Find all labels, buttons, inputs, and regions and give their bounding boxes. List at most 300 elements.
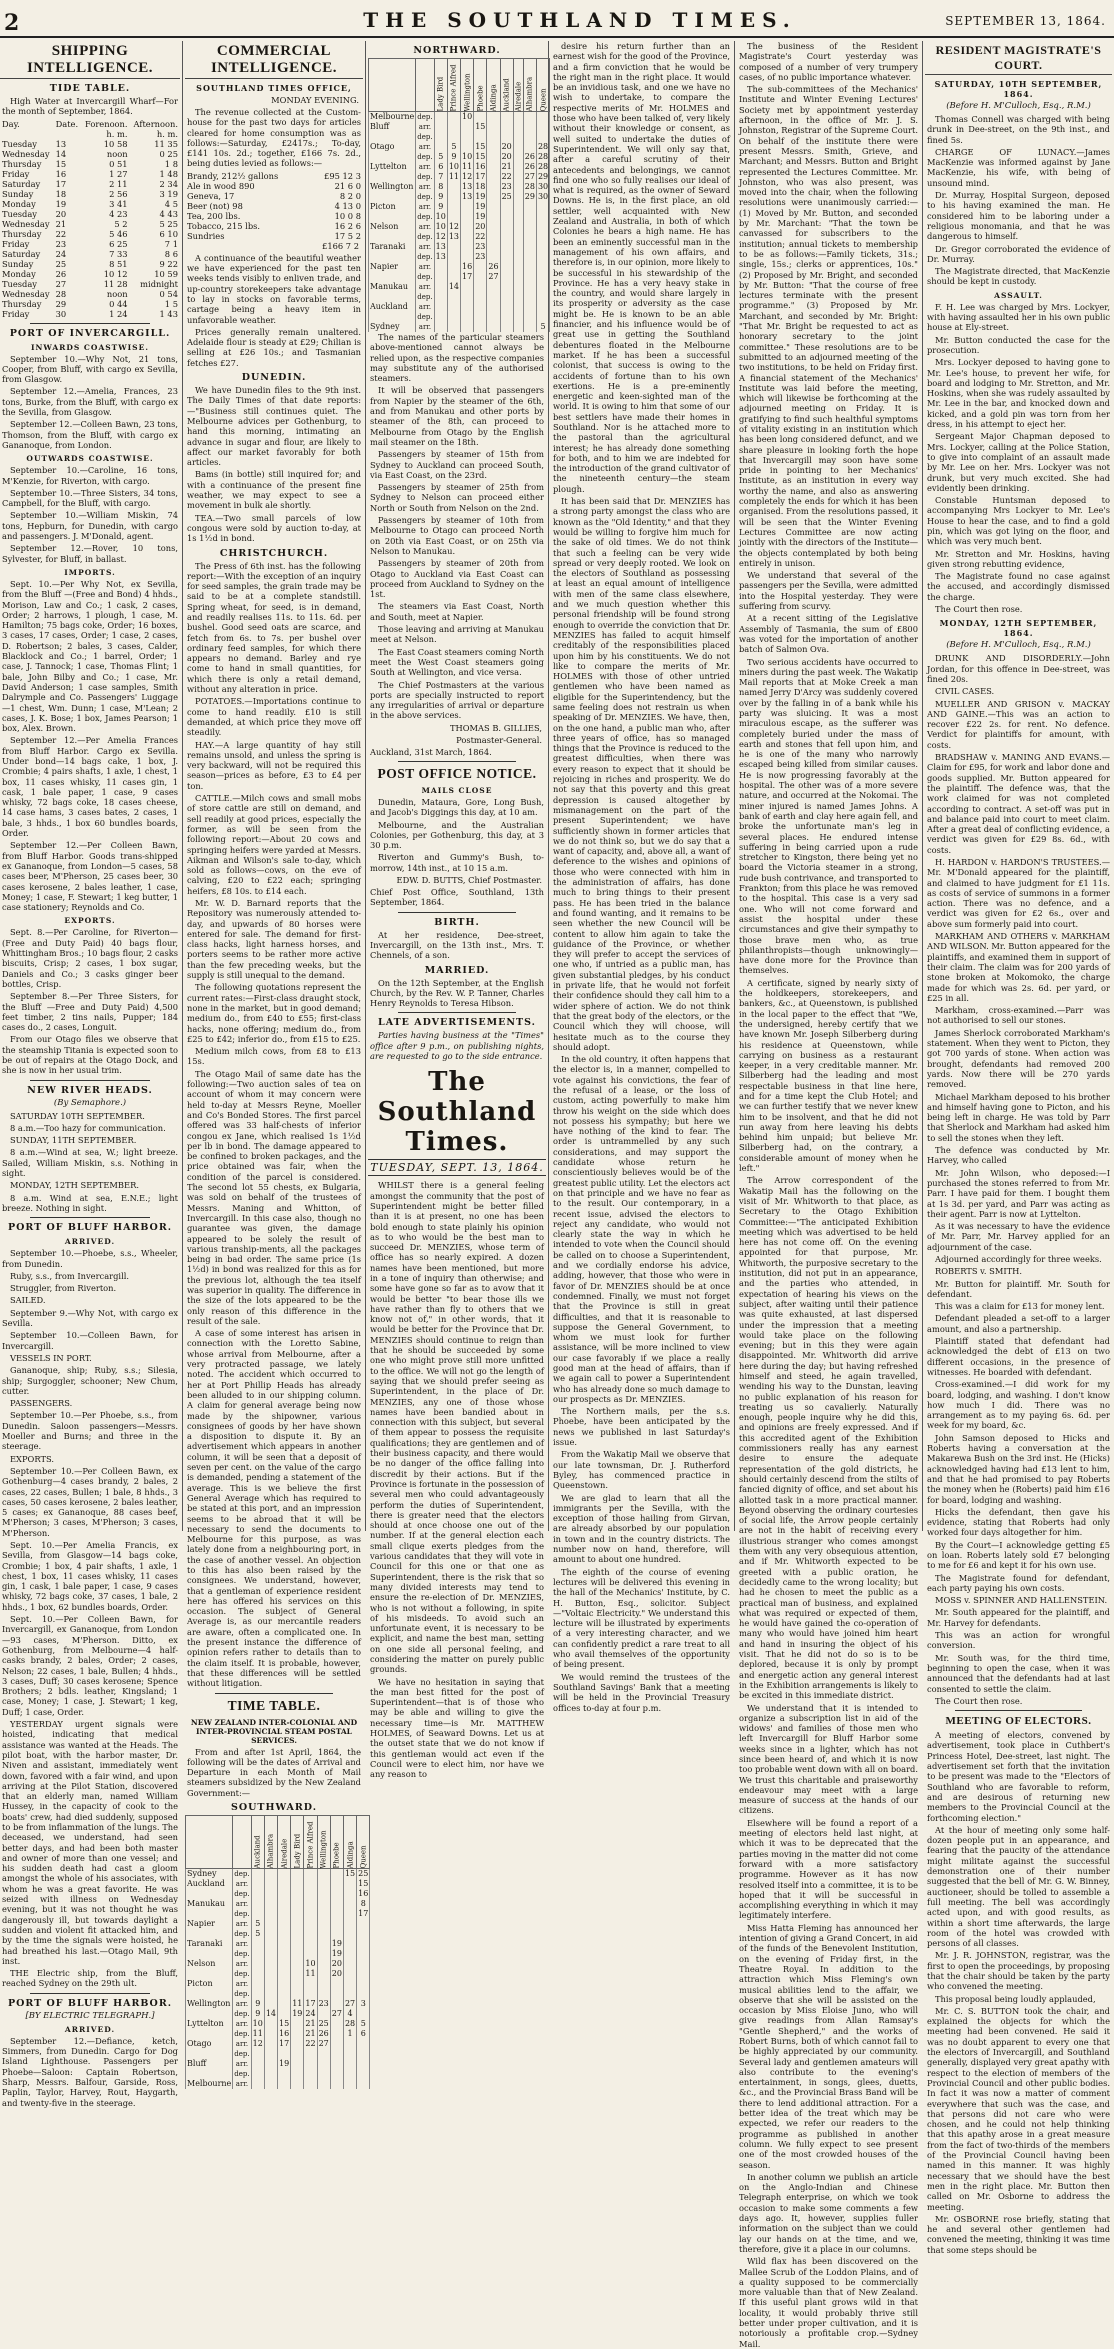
date-cell: [278, 1899, 291, 1909]
article-paragraph: The defence was conducted by Mr. Harvey, who called: [927, 1145, 1110, 1166]
date-cell: 19: [475, 192, 486, 201]
date-cell: [536, 312, 549, 322]
date-cell: [357, 2049, 370, 2059]
date-cell: 9: [447, 152, 460, 162]
tide-cell: 1 43: [159, 308, 178, 319]
date-cell: [317, 2049, 330, 2059]
duty-row: [185, 211, 363, 221]
date-cell: 13: [435, 242, 446, 251]
date-cell: [461, 312, 474, 322]
article-paragraph: September 8.—Per Three Sisters, for the Bluff —Free and Duty Paid) 4,500 feet timber, 2 tins nails, Pupper; 184 cases do., 2 cases, Longuit.: [2, 991, 178, 1033]
tide-row: [0, 309, 180, 319]
article-paragraph: September 12.—Colleen Bawn, 23 tons, Thomson, from the Bluff, with cargo ex Gananoque, from London.: [2, 419, 178, 450]
article-paragraph: Dunedin, Mataura, Gore, Long Bush, and Jacob's Diggings this day, at 10 am.: [370, 796, 544, 818]
date-cell: [474, 302, 487, 312]
article-paragraph: We are glad to learn that all the immigrants per the Sevilla, with the exception of those hailing from Girvan, are already absorbed by our population in town and in the country districts. The number now on hand, therefore, will amount to about one hundred.: [553, 1492, 730, 1565]
date-cell: [330, 1889, 343, 1899]
article-paragraph: 8 a.m. Wind at sea, E.N.E.; light breeze. Nothing in sight.: [2, 1192, 178, 1213]
article-paragraph: The steamers via East Coast, North and South, meet at Napier.: [370, 601, 544, 622]
timetable-row: [186, 1979, 370, 1989]
date-cell: [304, 1889, 317, 1899]
date-cell: 21: [305, 2029, 316, 2039]
date-cell: 19: [292, 2009, 303, 2019]
court-before: (Before H. M'Culloch, Esq., R.M.): [946, 101, 1091, 111]
timetable-row: [186, 1949, 370, 1959]
date-cell: [343, 1959, 356, 1969]
column-rule: [922, 41, 923, 1531]
article-paragraph: Struggler, from Riverton.: [10, 1283, 117, 1294]
article-paragraph: The revenue collected at the Custom-house for the past two days for articles cleared for home consumption was as follows:—Saturday, £2417s.; To-day, £141 10s. 2d.; together, £166 7s. 2d., being duties levied as follows:—: [187, 107, 361, 169]
date-cell: 10: [435, 212, 446, 221]
article-paragraph: Mr. Button for plaintiff. Mr. South for defendant.: [927, 1278, 1110, 1299]
port-name: Melbourne: [187, 2079, 232, 2089]
article-paragraph: This was an action for wrongful conversion.: [927, 1630, 1110, 1651]
timetable-row: [369, 262, 550, 272]
article-paragraph: Sept. 8.—Per Caroline, for Riverton—(Free and Duty Paid) 40 bags flour, Whittingham Bros.; 10 bags flour, 2 casks biscuits, Crisp; 2 cases, 1 box sugar, Daniels and Co.; 3 casks ginger beer bottles, Crisp.: [2, 927, 178, 989]
married-notice: On the 12th September, at the English Church, by the Rev. W. P. Tanner, Charles Henry Reynolds to Teresa Hibson.: [370, 977, 544, 1009]
date-cell: [291, 1969, 304, 1979]
date-cell: 10: [435, 222, 446, 231]
port-name: [369, 152, 416, 162]
date-cell: [523, 242, 536, 252]
date-cell: 4: [343, 2009, 356, 2019]
steamer-name: Phoebe: [476, 85, 485, 112]
date-cell: [536, 202, 549, 212]
date-cell: [500, 222, 513, 232]
arr-dep: dep.: [234, 1950, 250, 1959]
date-cell: [461, 122, 474, 132]
arr-dep: dep.: [417, 113, 433, 121]
port-title: PORT OF INVERCARGILL.: [9, 327, 171, 339]
date-cell: 11: [462, 162, 473, 171]
date-cell: 17: [358, 1909, 369, 1919]
christchurch-list: [185, 561, 363, 1067]
date-cell: [357, 1939, 370, 1949]
article-paragraph: ROBERTS v. SMITH.: [935, 1266, 1022, 1277]
article-paragraph: In the old country, it often happens that the elector is, in a manner, compelled to vote against his convictions, the fear of the refusal of a lease, or the loss of custom, acting powerfully to make him throw his weight on the side which does not possess his sympathy; but here we have nothing of the kind to fear. The order is untrammelled by any such considerations, and may support the candidate whose return he conscientiously believes would be of the greatest public utility. Let the electors act on that principle and we have no fear as to the result. Our contemporary, in a recent issue, advised the electors to reject any candidate, who would not clearly state the way in which he intended to vote when the Council should be called on to choose a Superintendent, and we cordially endorse his advice, adding, however, that those who were in favor of Dr. MENZIES should be at once condemned. Finally, we must not forget that the Province is still in great difficulties, and that it is reasonable to suppose the General Government, to whom we must look for further assistance, will be more inclined to view our case favorably if we place a really good man at the head of affairs, than if we again call to power a Superintendent who has already done so much damage to our prospects as Dr. MENZIES.: [553, 1054, 730, 1404]
date-cell: [500, 272, 513, 282]
date-cell: [251, 1899, 264, 1909]
port-name: Taranaki: [369, 242, 416, 252]
article-paragraph: September 10.—Per Phoebe, s.s., from Dunedin. Saloon passengers—Messrs. Moeller and Burns; and three in the steerage.: [2, 1410, 178, 1452]
date-cell: 11: [292, 1999, 303, 2009]
article-paragraph: Defendant pleaded a set-off to a larger amount, and also a partnership.: [927, 1313, 1110, 1334]
tide-row: [0, 279, 180, 289]
date-cell: 16: [279, 2029, 290, 2039]
steamer-name: Airedale: [514, 81, 523, 112]
date-cell: 27: [488, 272, 499, 281]
tide-cell: 28: [55, 288, 67, 299]
article-paragraph: Sergeant Major Chapman deposed to Mrs. Lockyer, calling at the Police Station, to give into complaint of an assault made by Mr. Lee on her. Mrs. Lockyer was not drunk, but very much excited. She had evidently been drinking.: [927, 431, 1110, 493]
date-cell: [343, 2069, 356, 2079]
port-name: Nelson: [186, 1959, 233, 1969]
arr-dep: arr.: [233, 2039, 251, 2049]
date-cell: [523, 282, 536, 292]
port-name: [369, 132, 416, 142]
tide-cell: 0 54: [159, 288, 178, 299]
article-paragraph: HAY.—A large quantity of hay still remains unsold, and unless the spring is very backward, will not be required this season—prices as before, £3 to £4 per ton.: [187, 739, 361, 791]
date-cell: [434, 272, 447, 282]
timetable-row: [369, 292, 550, 302]
date-cell: 11: [448, 172, 460, 181]
duty-cell: 17 5 2: [334, 230, 361, 241]
date-cell: 20: [475, 222, 486, 231]
date-cell: [447, 192, 460, 202]
date-cell: [447, 112, 460, 123]
article-paragraph: The East Coast steamers coming North meet the West Coast steamers going South at Wellington, and vice versa.: [370, 646, 544, 678]
date-cell: [304, 1929, 317, 1939]
column-commercial: [185, 41, 369, 2089]
date-cell: 25: [318, 2019, 329, 2029]
column-court: [925, 41, 1112, 2255]
date-cell: 21: [501, 162, 512, 171]
article-paragraph: WHILST there is a general feeling amongst the community that the post of Superintendent might be better filled than it is at present, no one has been bold enough to state plainly his opinion as to who would be the best man to succeed Dr. MENZIES, whose term of office has so nearly expired. A dozen names have been mentioned, but more in a tone of inquiry than otherwise; and some have gone so far as to avow that it would be better "to bear those ills we have rather than fly to others that we know not of," in other words, that it would be better for the Province that Dr. MENZIES should continue to reign than that he should be succeeded by some one who might prove still more unfitted to the office. We will not go the length of saying that we should prefer seeing as Superintendent, in the place of Dr. MENZIES, any one of those whose names have been bandied about in connection with this subject, but several of them appear to possess the requisite qualifications; they are gentlemen and of their business capacity, and there would be no danger of the office falling into discredit by their actions. But if the Province is fortunate in the possession of several men who could advantageously perform the duties of Superintendent, there is greater need that the electors should at once choose one out of the number. If at the general election each small clique exerts pledges from the various candidates that they will vote in Council for this one or that one as Superintendent, there is the risk that so many divided interests may tend to ensure the re-election of Dr. MENZIES, who is not without a following, in spite of his misdeeds. To avoid such an unfortunate event, it is necessary to be explicit, and name the best man, setting on one side all personal feeling, and considering the matter on purely public grounds.: [370, 1180, 544, 1675]
article-paragraph: The names of the particular steamers above-mentioned cannot always be relied upon, as the respective companies may substitute any of the authorised steamers.: [370, 332, 544, 384]
date-cell: [330, 2069, 343, 2079]
court-before: (Before H. M'Culloch, Esq., R.M.): [946, 640, 1091, 651]
date-cell: [513, 312, 523, 322]
date-cell: [278, 1939, 291, 1949]
date-cell: [304, 1879, 317, 1889]
date-cell: [264, 1949, 277, 1959]
date-cell: [330, 2029, 343, 2039]
date-cell: [461, 252, 474, 262]
timetable-row: [186, 2079, 370, 2089]
port-name: [369, 312, 416, 322]
tide-cell: 24: [55, 248, 67, 259]
dunedin-list: [185, 385, 363, 543]
date-cell: [536, 302, 549, 312]
date-cell: 30: [537, 182, 549, 191]
date-cell: [461, 242, 474, 252]
date-cell: [513, 172, 523, 182]
article-paragraph: September 10.—Three Sisters, 34 tons, Campbell, for the Bluff, with cargo.: [2, 487, 178, 509]
sub-heading: MAILS CLOSE: [421, 785, 493, 795]
tide-cell: Wednesday: [2, 218, 50, 229]
date-cell: [343, 1979, 356, 1989]
date-cell: [264, 1999, 277, 2009]
date-cell: [474, 262, 487, 272]
tide-row: [0, 199, 180, 209]
date-cell: [447, 272, 460, 282]
date-cell: 12: [252, 2039, 263, 2049]
date-cell: [500, 112, 513, 123]
article-paragraph: Mr. South was, for the third time, beginning to open the case, when it was announced that the defendants had at last consented to settle the claim.: [927, 1652, 1110, 1694]
article-paragraph: Markham, cross-examined.—Parr was not authorised to sell our stones.: [927, 1005, 1110, 1026]
date-cell: [264, 1959, 277, 1969]
tide-cell: 1 5: [164, 298, 178, 309]
date-cell: [447, 212, 460, 222]
article-paragraph: Constable Huntsman deposed to accompanying Mrs Lockyer to Mr. Lee's House to hear the case, and to find a gold pin, which was got lying on the floor, and which was very much bent.: [927, 495, 1110, 547]
arr-dep: arr.: [416, 162, 434, 172]
port-name: Auckland: [186, 1879, 233, 1889]
tide-row: [0, 209, 180, 219]
assault-list: [925, 302, 1112, 615]
date-cell: 16: [462, 262, 473, 271]
date-cell: [317, 1919, 330, 1929]
article-paragraph: Mr. John Wilson, who deposed:—I purchased the stones referred to from Mr. Parr. I have paid for them. I bought them at 1s 3d. per yard, and Parr was acting as their agent. Parr is now at Lyttelton.: [927, 1167, 1110, 1219]
date-cell: 5: [357, 2019, 370, 2029]
port-name: [369, 192, 416, 202]
date-cell: [264, 1909, 277, 1919]
article-paragraph: James Sherlock corroborated Markham's statement. When they went to Picton, they got 700 yards of stone. When action was brought, defendants had removed 200 yards. Now there will be 270 yards removed.: [927, 1027, 1110, 1090]
date-cell: 27: [524, 172, 535, 181]
article-paragraph: September 10.—Colleen Bawn, for Invercargill.: [2, 1330, 178, 1351]
timetable-row: [369, 192, 550, 202]
date-cell: [487, 142, 500, 152]
port-name: Nelson: [369, 222, 416, 232]
tide-cell: Thursday: [2, 158, 42, 169]
date-cell: [536, 112, 549, 123]
arr-dep: dep.: [417, 133, 433, 141]
date-cell: [357, 2069, 370, 2079]
date-cell: [304, 2079, 317, 2089]
timetable-row: [369, 152, 550, 162]
date-cell: [434, 282, 447, 292]
northward-table: [368, 58, 550, 332]
date-cell: [447, 262, 460, 272]
date-cell: [461, 232, 474, 242]
date-cell: 20: [501, 142, 512, 151]
date-cell: [487, 322, 500, 332]
date-cell: 15: [475, 122, 486, 131]
article-paragraph: Mr. C. S. BUTTON took the chair, and explained the objects for which the meeting had been convened. He said it was no doubt apparent to every one that the electors of Invercargill, and Southland generally, displayed very great apathy with respect to the election of members of the Provincial Council and other public bodies. In fact it was now a matter of comment everywhere that such was the case, and that persons did not care who were chosen, and he could not help thinking that this apathy arose in a great measure from the fact of two-thirds of the members of the Provincial Council having been named in this manner. It was highly necessary that we should have the best men in the right place. Mr. Button then called on Mr. Osborne to address the meeting.: [927, 2005, 1110, 2212]
date-cell: [447, 322, 460, 332]
date-cell: 22: [501, 172, 512, 181]
date-cell: [304, 1979, 317, 1989]
date-cell: 20: [501, 152, 512, 161]
article-paragraph: The Court then rose.: [935, 604, 1023, 615]
timetable-row: [186, 1899, 370, 1909]
duty-cell: Brandy, 212½ gallons: [187, 170, 279, 181]
duty-row: [185, 221, 363, 231]
editorial-body: [368, 1180, 546, 1779]
date-cell: [536, 132, 549, 142]
article-paragraph: Sept. 10.—Per Colleen Bawn, for Invercargill, ex Gananoque, from London—93 cases, M'Pherson. Ditto, ex Gothenburg, from Melbourne—4 half-casks brandy, 2 bales, Order; 2 cases, Nelson; 22 cases, 1 bale, Bullen; 4 hhds., 3 cases, Duff; 30 cases kerosene; Spence Brothers; 2 bdls. leather, Kingsland; 1 case, Money; 1 case, J. Stewart; 1 keg, Duff; 1 case, Order.: [2, 1614, 178, 1717]
date-cell: [500, 312, 513, 322]
article-paragraph: Those leaving and arriving at Manukau meet at Nelson.: [370, 624, 544, 645]
date-cell: [317, 1869, 330, 1880]
date-cell: [500, 262, 513, 272]
tide-title: TIDE TABLE.: [49, 83, 131, 94]
date-cell: 19: [475, 202, 486, 211]
port-title: PORT OF BLUFF HARBOR.: [7, 1997, 173, 2009]
article-paragraph: Medium milch cows, from £8 to £13 15s.: [187, 1046, 361, 1067]
article-paragraph: YESTERDAY urgent signals were hoisted, indicating that medical assistance was wanted at the Heads. The pilot boat, with the harbor master, Dr. Niven and assistant, immediately went down, favored with a fair wind, and upon arriving at the Pilot Station, discovered that an elderly man, named William Hussey, in the capacity of cook to the boats' crew, had died suddenly, supposed to be from inflammation of the lungs. The deceased, we understand, had seen better days, and had been both master and owner of more than one vessel; and his sudden death had cast a gloom amongst the whole of his associates, with whom he was a great favorite. He was seized with illness on Wednesday evening, but it was not thought he was dangerously ill, but towards daylight a sudden and violent fit attacked him, and by the time the signals were hoisted, he had breathed his last.—Otago Mail, 9th inst.: [2, 1719, 178, 1966]
date-cell: [536, 282, 549, 292]
date-cell: 19: [331, 1949, 342, 1959]
date-cell: [343, 2039, 356, 2049]
date-cell: [330, 2049, 343, 2059]
date-cell: [487, 252, 500, 262]
date-cell: [343, 1899, 356, 1909]
timetable-title: TIME TABLE.: [227, 1697, 321, 1713]
arr-dep: arr.: [416, 262, 434, 272]
date-cell: [487, 292, 500, 302]
tide-cell: Tuesday: [2, 278, 37, 289]
date-cell: 12: [435, 232, 446, 241]
timetable-row: [369, 162, 550, 172]
date-cell: 17: [475, 172, 486, 181]
steamer-header: [500, 59, 513, 112]
tide-cell: 2 56: [109, 188, 128, 199]
tide-cell: 27: [55, 278, 67, 289]
duty-row: [185, 201, 363, 211]
arr-dep: arr.: [233, 2059, 251, 2069]
date-cell: [278, 1969, 291, 1979]
article-paragraph: September 12.—Per Colleen Bawn, from Bluff Harbor. Goods trans-shipped ex Gananoque, from London—5 cases, 58 cases beer, M'Pherson, 25 cases beer, 30 cases kerosene, 2 bales leather, 1 case, Money; 1 case, F. Stewart; 1 keg butter, 1 case stationery; Reynolds and Co.: [2, 840, 178, 913]
port-name: Lyttelton: [186, 2019, 233, 2029]
tide-cell: 13: [55, 138, 67, 149]
date-cell: 10: [448, 162, 460, 171]
article-paragraph: TEA.—Two small parcels of low congous were sold by auction to-day, at 1s 1½d in bond.: [187, 512, 361, 544]
date-cell: [357, 1959, 370, 1969]
steamer-header: [291, 1816, 304, 1869]
tide-cell: 1 8: [164, 158, 178, 169]
port-name: Bluff: [186, 2059, 233, 2069]
date-cell: [500, 292, 513, 302]
date-cell: [278, 2079, 291, 2089]
date-cell: [500, 252, 513, 262]
date-cell: 30: [537, 192, 549, 201]
date-cell: [330, 1929, 343, 1939]
steamer-name: Aldinga: [346, 1841, 355, 1869]
article-paragraph: From and after 1st April, 1864, the following will be the dates of Arrival and Departure in each Month of Mail steamers subsidized by the New Zealand Government:—: [187, 1746, 361, 1798]
article-paragraph: From the Wakatip Mail we observe that our late townsman, Dr. J. Rutherford Byley, has commenced practice in Queenstown.: [553, 1449, 730, 1491]
tide-table: [0, 119, 180, 319]
date-cell: 10: [305, 1959, 316, 1969]
tide-cell: 17: [55, 178, 67, 189]
tide-cell: 0 25: [159, 148, 178, 159]
date-cell: 5: [536, 322, 549, 332]
article-paragraph: September 10.—Phoebe, s.s., Wheeler, from Dunedin.: [2, 1248, 178, 1269]
date-cell: 9: [251, 1999, 264, 2009]
steamer-name: Wellington: [463, 73, 472, 112]
date-cell: [474, 282, 487, 292]
timetable-row: [369, 222, 550, 232]
timetable-row: [369, 132, 550, 142]
article-paragraph: MOSS v. SPINNER AND HALLENSTEIN.: [935, 1595, 1108, 1606]
steamer-name: Lady Bird: [293, 1833, 302, 1869]
date-cell: [317, 1929, 330, 1939]
date-cell: 9: [251, 2009, 264, 2019]
date-cell: [513, 222, 523, 232]
tide-cell: 10 12: [103, 268, 128, 279]
date-cell: [513, 112, 523, 123]
timetable-row: [186, 2039, 370, 2049]
date-cell: [278, 1919, 291, 1929]
tide-cell: Saturday: [2, 248, 41, 259]
date-cell: [343, 1949, 356, 1959]
date-cell: [447, 252, 460, 262]
date-cell: [264, 1979, 277, 1989]
date-cell: 5: [251, 1919, 264, 1929]
article-paragraph: EXPORTS.: [10, 1453, 55, 1464]
article-paragraph: Hicks the defendant, then gave his evidence, stating that Roberts had only worked four days altogether for him.: [927, 1506, 1110, 1538]
date-cell: 26: [488, 262, 499, 271]
date-cell: [461, 142, 474, 152]
duty-cell: 16 2 6: [334, 220, 361, 231]
city-heading: DUNEDIN.: [241, 372, 307, 384]
tide-row: [0, 249, 180, 259]
column-local-news: [737, 41, 920, 2349]
article-paragraph: The business of the Resident Magistrate's Court yesterday was composed of a number of very trumpery cases, of no public importance whatever.: [739, 41, 918, 82]
date-cell: [434, 112, 447, 123]
date-cell: [474, 112, 487, 123]
article-paragraph: The Magistrate found for defendant, each party paying his own costs.: [927, 1572, 1110, 1593]
sub-heading: ARRIVED.: [64, 2024, 116, 2034]
timetable-row: [186, 1909, 370, 1919]
date-cell: 14: [265, 2009, 277, 2019]
tide-cell: Tuesday: [2, 138, 37, 149]
date-cell: [291, 2059, 304, 2069]
date-cell: 14: [448, 282, 460, 291]
arr-dep: dep.: [234, 2050, 250, 2059]
timetable-row: [369, 312, 550, 322]
steamer-header: [278, 1816, 291, 1869]
date-cell: [343, 1919, 356, 1929]
port-title: PORT OF BLUFF HARBOR.: [7, 1222, 173, 1234]
arr-dep: arr.: [233, 1919, 251, 1929]
tide-units: h. m.: [156, 128, 178, 139]
date-cell: [330, 1869, 343, 1880]
date-cell: [291, 1929, 304, 1939]
article-paragraph: The following quotations represent the current rates:—First-class draught stock, none in the market, but in good demand; medium do., from £40 to £55; first-class hacks, none offering; medium do., from £25 to £42; inferior do., from £15 to £25.: [187, 982, 361, 1044]
date-cell: [317, 1959, 330, 1969]
date-cell: [536, 252, 549, 262]
date-cell: [487, 312, 500, 322]
date-cell: [317, 1879, 330, 1889]
date-cell: 15: [279, 2019, 290, 2029]
tide-cell: 30: [55, 308, 67, 319]
date-cell: [304, 2049, 317, 2059]
date-cell: [330, 2059, 343, 2069]
tide-header: Afternoon.: [133, 118, 178, 129]
article-paragraph: At a recent sitting of the Legislative Assembly of Tasmania, the sum of £800 was voted for the importation of another batch of Salmon Ova.: [739, 613, 918, 655]
steamer-name: Queen: [359, 1845, 368, 1869]
date-cell: [264, 2039, 277, 2049]
date-cell: 26: [524, 162, 535, 171]
date-cell: [513, 282, 523, 292]
article-paragraph: The Chief Postmasters at the various ports are specially instructed to report any irregularities of arrival or departure in the above services.: [370, 679, 544, 721]
duty-cell: Geneva, 17: [187, 190, 235, 201]
port-name: Napier: [186, 1919, 233, 1929]
steamer-header: [474, 59, 487, 112]
timetable-sub: NEW ZEALAND INTER-COLONIAL AND INTER-PROVINCIAL STEAM POSTAL SERVICES.: [190, 1717, 358, 1745]
heads-sub: (By Semaphore.): [53, 1097, 127, 1108]
article-paragraph: We understand that it is intended to organize a subscription list in aid of the widows' and families of those men who left Invercargill for Bluff Harbor some weeks since in a lighter, which has not since been heard of, and which it is now too probable went down with all on board. We trust this charitable and praiseworthy endeavour may meet with a large measure of success at the hands of our citizens.: [739, 1702, 918, 1816]
port-name: Picton: [186, 1979, 233, 1989]
date-cell: [304, 1909, 317, 1919]
article-paragraph: The eighth of the course of evening lectures will be delivered this evening in the hall of the Mechanics' Institute, by C. H. Button, Esq., solicitor. Subject—"Voltaic Electricity." We understand this lecture will be illustrated by experiments of a very interesting character, and we can confidently predict a rare treat to all who avail themselves of the opportunity of being present.: [553, 1566, 730, 1670]
arr-dep: arr.: [416, 182, 434, 192]
date-cell: [264, 2059, 277, 2069]
date-cell: 5: [447, 142, 460, 152]
port-name: [186, 1969, 233, 1979]
column-rule: [182, 41, 183, 1531]
article-paragraph: 8 a.m.—Too hazy for communication.: [10, 1122, 166, 1133]
date-cell: [291, 2019, 304, 2029]
date-cell: [523, 252, 536, 262]
tide-cell: 16: [55, 168, 67, 179]
tide-cell: 7 1: [164, 238, 178, 249]
date-cell: 15: [358, 1879, 369, 1889]
article-paragraph: MARKHAM AND OTHERS v. MARKHAM AND WILSON. Mr. Button appeared for the plaintiffs, and examined them in support of their claim. The claim was for 200 yards of stone broken at Mokomoko, the charge made for which was 2s. 6d. per yard, or £25 in all.: [927, 931, 1110, 1003]
article-paragraph: The Otago Mail of same date has the following:—Two auction sales of tea on account of whom it may concern were held to-day at Messrs Reyne, Moeller and Co's Bonded Stores. The first parcel offered was 33 half-chests of inferior congou ex Jane, which realised 1s 1½d per lb in bond. The damage appeared to be confined to broken packages, and the price obtained was fair, when the condition of the parcel is considered. The second lot 55 chests, ex Bulgaria, was sold on behalf of the trustees of Messrs. Maning and Whitton, of Invercargill. In this case also, though no guarantee was given, the damage appeared to be solely the result of various tranship-ments, all the packages being in bad order. The same price (1s 1½d) in bond was realized for this as for the previous lot, although the tea itself was superior in quality. The difference in the size of the lots appeared to be the only reason of this difference in the result of the sale.: [187, 1068, 361, 1326]
port-name: Manukau: [369, 282, 416, 292]
date-cell: [278, 1979, 291, 1989]
date-cell: [304, 1949, 317, 1959]
